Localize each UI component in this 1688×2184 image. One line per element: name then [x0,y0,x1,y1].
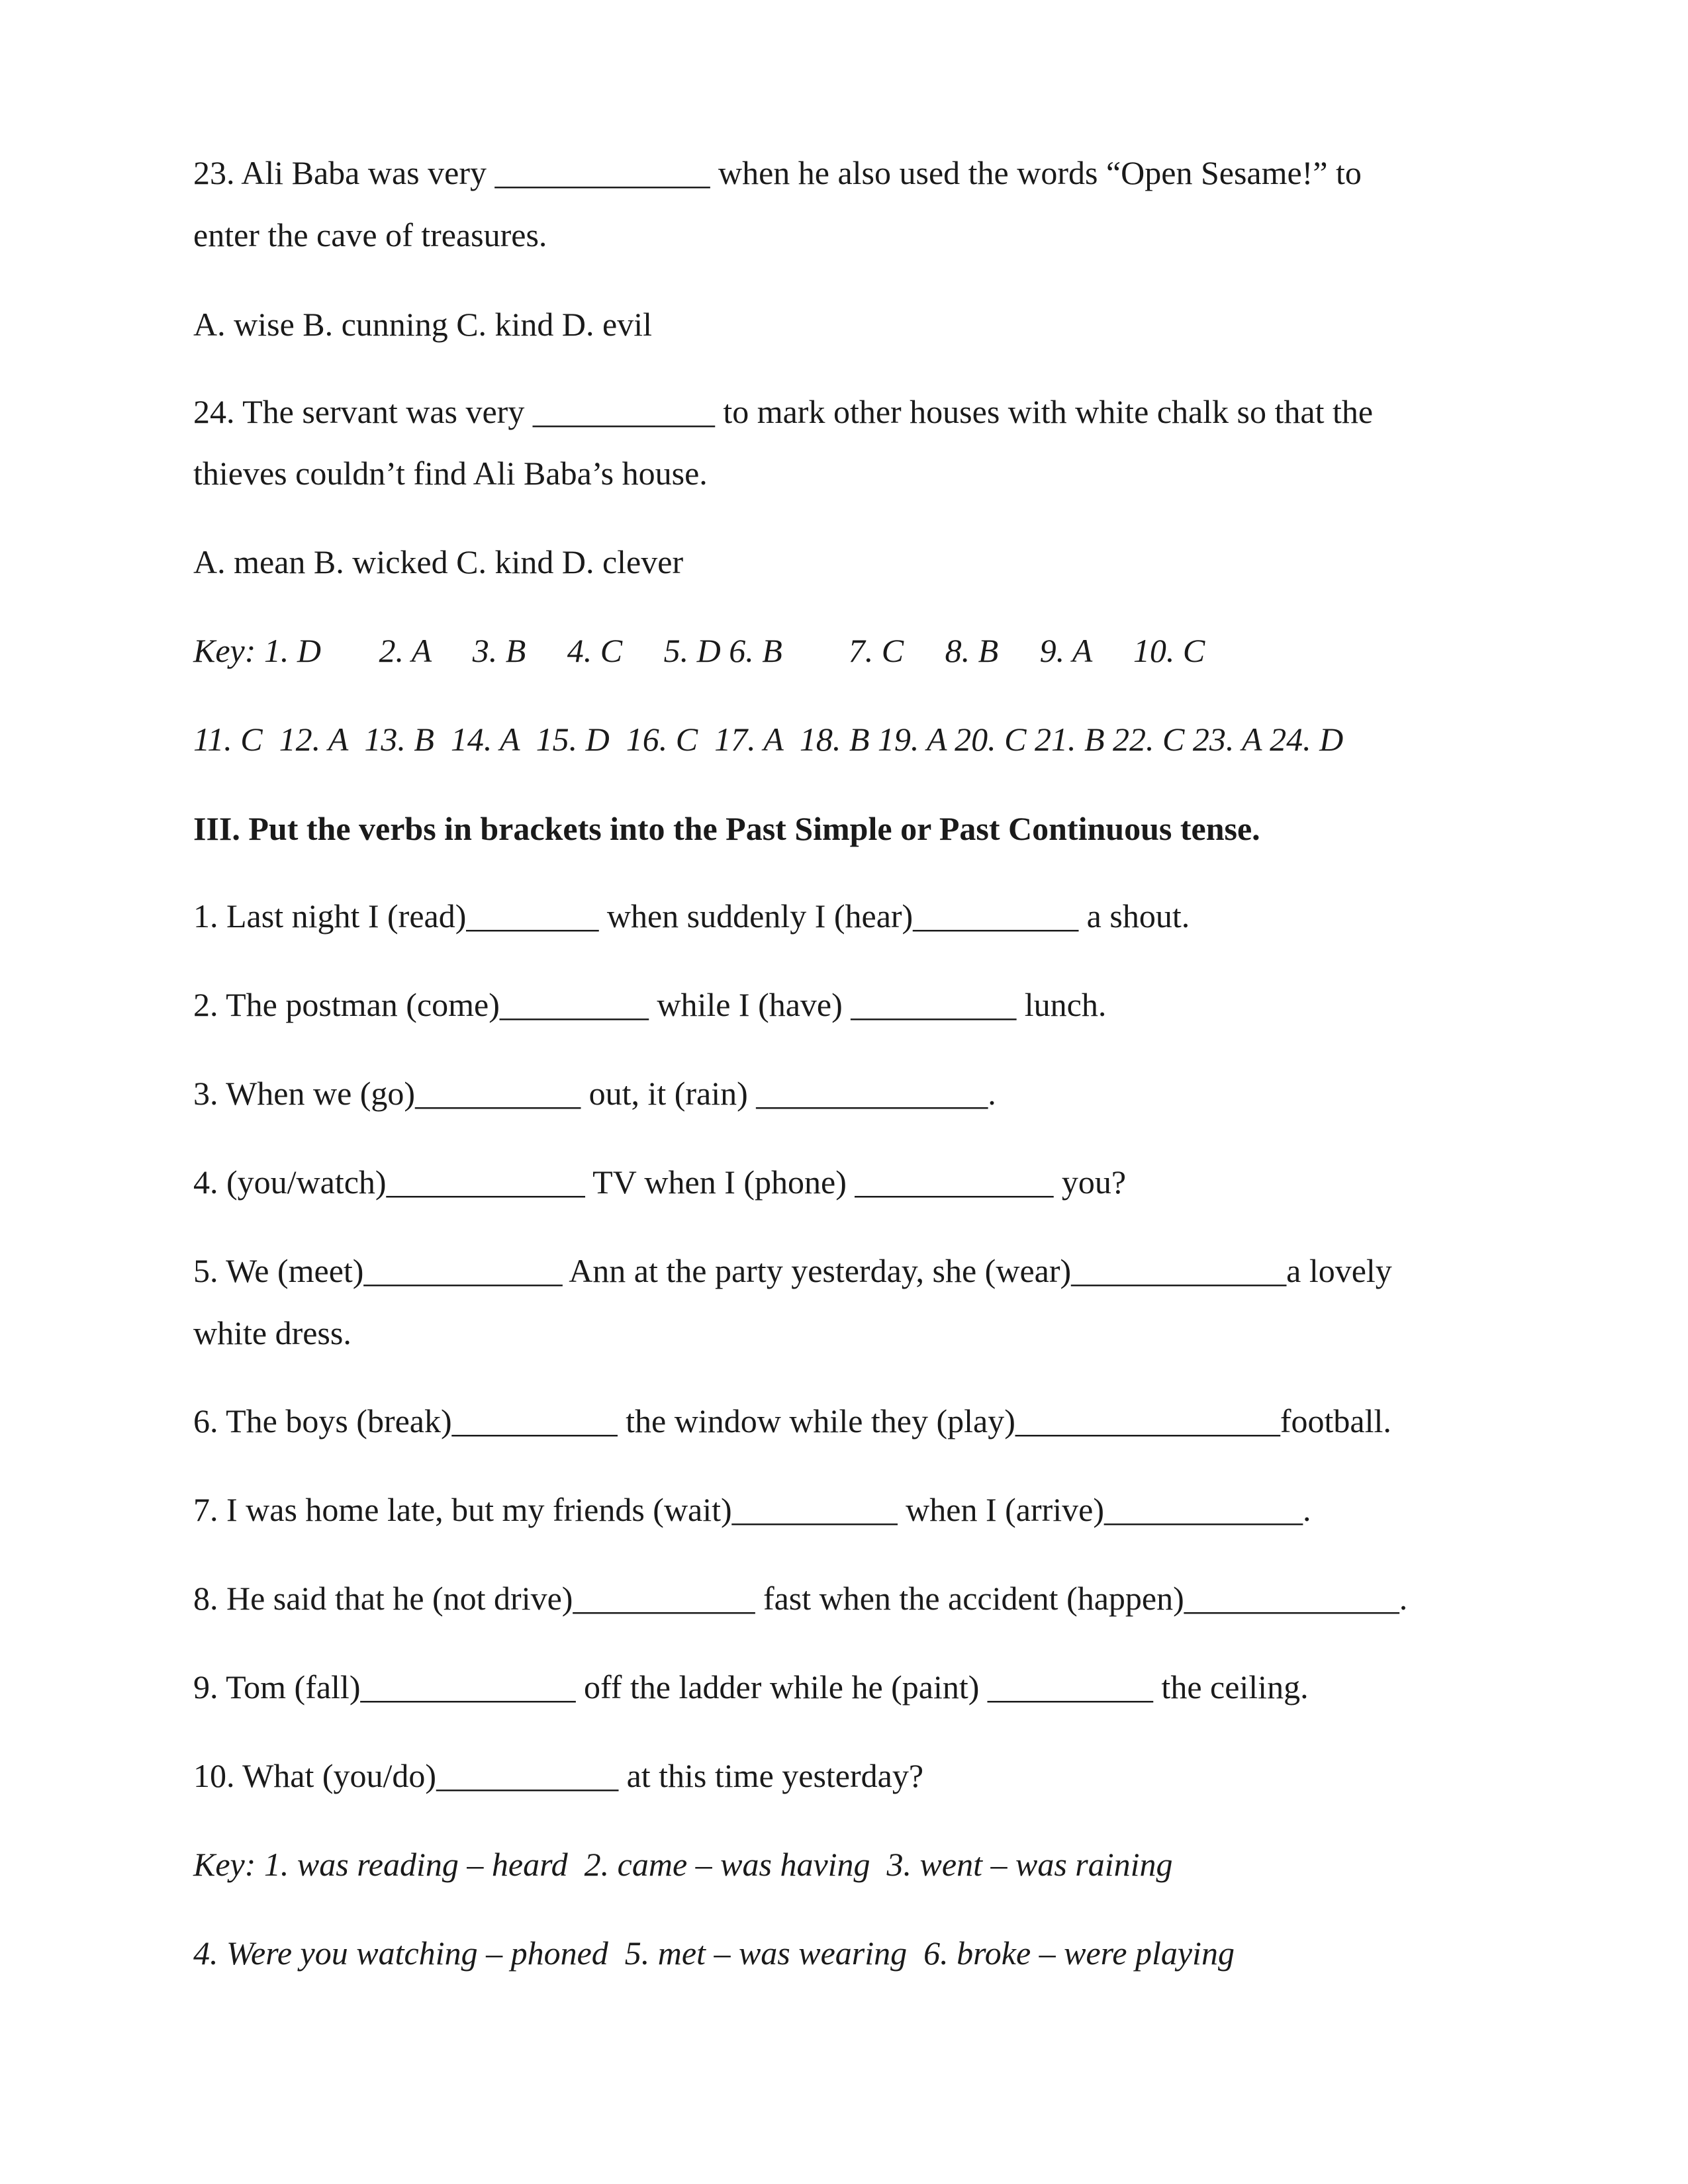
exercise-iii-item-5-line-2: white dress. [193,1314,352,1351]
exercise-iii-item-1: 1. Last night I (read)________ when suddenly I (hear)__________ a shout. [193,897,1190,934]
question-23-line-1: 23. Ali Baba was very _____________ when he also used the words “Open Sesame!” to [193,154,1362,191]
exercise-iii-heading: III. Put the verbs in brackets into the Past Simple or Past Continuous tense. [193,810,1260,847]
exercise-iii-item-4: 4. (you/watch)____________ TV when I (phone) ____________ you? [193,1163,1127,1201]
question-24-line-2: thieves couldn’t find Ali Baba’s house. [193,455,708,492]
exercise-iii-item-10: 10. What (you/do)___________ at this time yesterday? [193,1757,924,1794]
exercise-iii-item-3: 3. When we (go)__________ out, it (rain) ______________. [193,1075,996,1112]
exercise-iii-key-line-1: Key: 1. was reading – heard 2. came – was having 3. went – was raining [193,1846,1173,1883]
exercise-iii-item-5-line-1: 5. We (meet)____________ Ann at the party yesterday, she (wear)_____________a lovely [193,1252,1392,1289]
exercise-iii-item-6: 6. The boys (break)__________ the window while they (play)________________football. [193,1402,1391,1439]
question-23-line-2: enter the cave of treasures. [193,216,547,253]
question-23-options: A. wise B. cunning C. kind D. evil [193,306,653,343]
exercise-iii-item-7: 7. I was home late, but my friends (wait)__________ when I (arrive)____________. [193,1491,1311,1528]
exercise-iii-key-line-2: 4. Were you watching – phoned 5. met – was wearing 6. broke – were playing [193,1934,1235,1972]
question-24-options: A. mean B. wicked C. kind D. clever [193,543,684,580]
question-24-line-1: 24. The servant was very ___________ to mark other houses with white chalk so that the [193,393,1374,430]
exercise-iii-item-8: 8. He said that he (not drive)___________ fast when the accident (happen)_____________. [193,1580,1408,1617]
exercise-iii-item-9: 9. Tom (fall)_____________ off the ladder while he (paint) __________ the ceiling. [193,1668,1309,1706]
exercise-ii-key-line-1: Key: 1. D 2. A 3. B 4. C 5. D 6. B 7. C 8. B 9. A 10. C [193,632,1205,669]
exercise-ii-key-line-2: 11. C 12. A 13. B 14. A 15. D 16. C 17. A 18. B 19. A 20. C 21. B 22. C 23. A 24. D [193,721,1344,758]
exercise-iii-item-2: 2. The postman (come)_________ while I (have) __________ lunch. [193,986,1107,1023]
